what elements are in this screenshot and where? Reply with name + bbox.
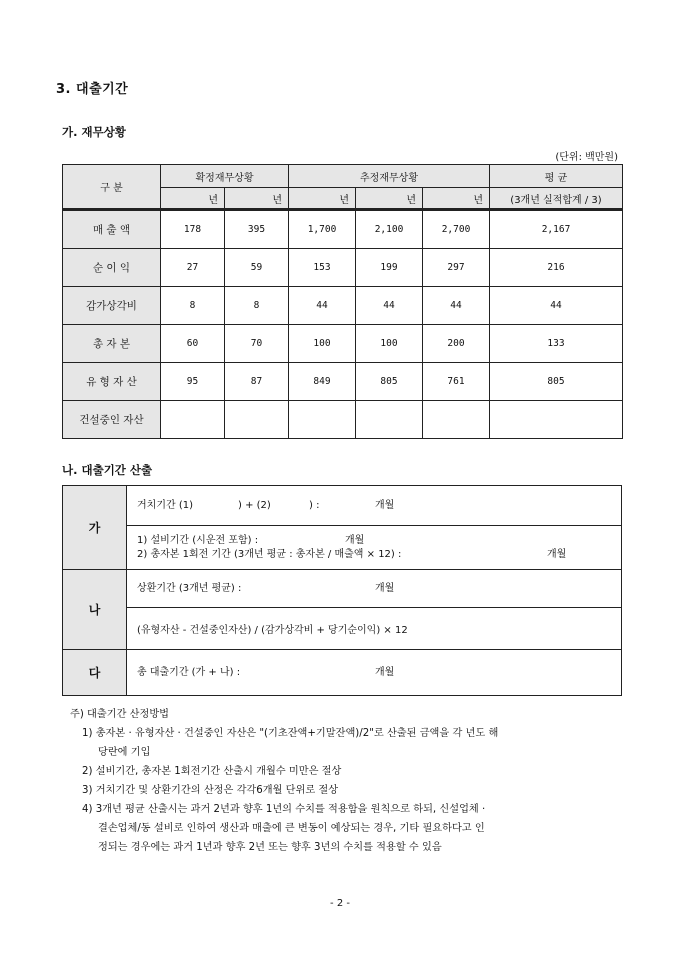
table-cell: 87	[225, 363, 289, 401]
table-cell: 199	[356, 249, 423, 287]
row-label: 건설중인 자산	[63, 401, 161, 439]
table-cell: 60	[161, 325, 225, 363]
note-item: 당란에 기입	[98, 747, 151, 758]
table-cell: 100	[289, 325, 356, 363]
row-label: 순 이 익	[63, 249, 161, 287]
page-number: - 2 -	[330, 898, 350, 909]
table-cell: 805	[356, 363, 423, 401]
note-item: 결손업체/동 설비로 인하여 생산과 매출에 큰 변동이 예상되는 경우, 기타 필요하다고 인	[98, 823, 485, 834]
header-average-formula: (3개년 실적합계 / 3)	[490, 188, 623, 210]
table-row	[63, 287, 623, 325]
table-cell: 200	[423, 325, 490, 363]
note-item: 3) 거치기간 및 상환기간의 산정은 각각6개월 단위로 절상	[82, 785, 339, 796]
repayment-cell	[127, 570, 622, 608]
note-item: 정되는 경우에는 과거 1년과 향후 2년 또는 향후 3년의 수치를 적용할 수 있음	[98, 842, 442, 853]
section-title: 3. 대출기간	[56, 82, 129, 97]
table-cell: 70	[225, 325, 289, 363]
header-confirmed: 확정재무상황	[161, 165, 289, 188]
table-cell: 8	[161, 287, 225, 325]
table-cell: 44	[423, 287, 490, 325]
table-cell: 178	[161, 211, 225, 249]
header-year: 년	[289, 188, 356, 210]
financial-title: 가. 재무상황	[62, 125, 126, 139]
repayment-formula: (유형자산 - 건설중인자산) / (감가상각비 + 당기순이익) × 12	[127, 608, 622, 650]
table-cell: 153	[289, 249, 356, 287]
table-cell	[356, 401, 423, 439]
table-cell: 27	[161, 249, 225, 287]
table-cell: 8	[225, 287, 289, 325]
row-label: 유 형 자 산	[63, 363, 161, 401]
note-item: 2) 설비기간, 총자본 1회전기간 산출시 개월수 미만은 절상	[82, 766, 342, 777]
row-label-ga: 가	[63, 486, 127, 570]
unit-label: (단위: 백만원)	[555, 152, 618, 163]
table-cell: 95	[161, 363, 225, 401]
table-row	[63, 363, 623, 401]
table-cell: 805	[490, 363, 623, 401]
facility-period-unit: 개월	[345, 534, 365, 546]
table-row	[63, 325, 623, 363]
row-label: 총 자 본	[63, 325, 161, 363]
table-row	[63, 249, 623, 287]
repayment-period-unit: 개월	[375, 582, 395, 594]
notes	[70, 705, 498, 857]
notes-heading: 주) 대출기간 산정방법	[70, 709, 170, 720]
grace-period-colon: ) :	[309, 499, 320, 511]
loan-calc-title: 나. 대출기간 산출	[62, 463, 153, 477]
table-cell: 100	[356, 325, 423, 363]
table-cell: 59	[225, 249, 289, 287]
grace-period-op: ) + (2)	[238, 499, 271, 511]
row-label-na: 나	[63, 570, 127, 650]
table-cell	[161, 401, 225, 439]
note-item: 1) 총자본 · 유형자산 · 건설중인 자산은 "(기초잔액+기말잔액)/2"로 산출된 금액을 각 년도 해	[82, 728, 499, 739]
table-cell	[289, 401, 356, 439]
header-year: 년	[225, 188, 289, 210]
financial-table	[62, 164, 623, 439]
table-cell: 761	[423, 363, 490, 401]
grace-period-unit: 개월	[375, 499, 395, 511]
table-cell: 2,100	[356, 211, 423, 249]
capital-turnover-unit: 개월	[547, 548, 567, 560]
table-row	[63, 211, 623, 249]
loan-calc-table	[62, 485, 622, 696]
header-average: 평 균	[490, 165, 623, 188]
table-cell	[490, 401, 623, 439]
header-year: 년	[161, 188, 225, 210]
grace-detail-cell	[127, 526, 622, 570]
repayment-period-label: 상환기간 (3개년 평균) :	[137, 582, 242, 594]
grace-period-label: 거치기간 (1)	[137, 499, 193, 511]
table-cell: 2,167	[490, 211, 623, 249]
table-cell: 2,700	[423, 211, 490, 249]
total-period-unit: 개월	[375, 666, 395, 678]
note-item: 4) 3개년 평균 산출시는 과거 2년과 향후 1년의 수치를 적용함을 원칙으로 하되, 신설업체 ·	[82, 804, 486, 815]
table-cell	[423, 401, 490, 439]
facility-period-label: 1) 설비기간 (시운전 포함) :	[137, 534, 259, 546]
table-cell: 395	[225, 211, 289, 249]
table-cell	[225, 401, 289, 439]
header-year: 년	[423, 188, 490, 210]
total-period-cell	[127, 650, 622, 696]
row-label: 매 출 액	[63, 211, 161, 249]
row-label-da: 다	[63, 650, 127, 696]
grace-period-cell	[127, 486, 622, 526]
table-cell: 849	[289, 363, 356, 401]
table-cell: 44	[289, 287, 356, 325]
header-estimated: 추정재무상황	[289, 165, 490, 188]
table-cell: 44	[356, 287, 423, 325]
table-cell: 297	[423, 249, 490, 287]
table-cell: 216	[490, 249, 623, 287]
table-row	[63, 401, 623, 439]
table-cell: 1,700	[289, 211, 356, 249]
header-category: 구 분	[63, 165, 161, 210]
total-period-label: 총 대출기간 (가 + 나) :	[137, 666, 241, 678]
header-year: 년	[356, 188, 423, 210]
table-cell: 44	[490, 287, 623, 325]
row-label: 감가상각비	[63, 287, 161, 325]
table-cell: 133	[490, 325, 623, 363]
capital-turnover-label: 2) 총자본 1회전 기간 (3개년 평균 : 총자본 / 매출액 × 12) :	[137, 548, 402, 560]
